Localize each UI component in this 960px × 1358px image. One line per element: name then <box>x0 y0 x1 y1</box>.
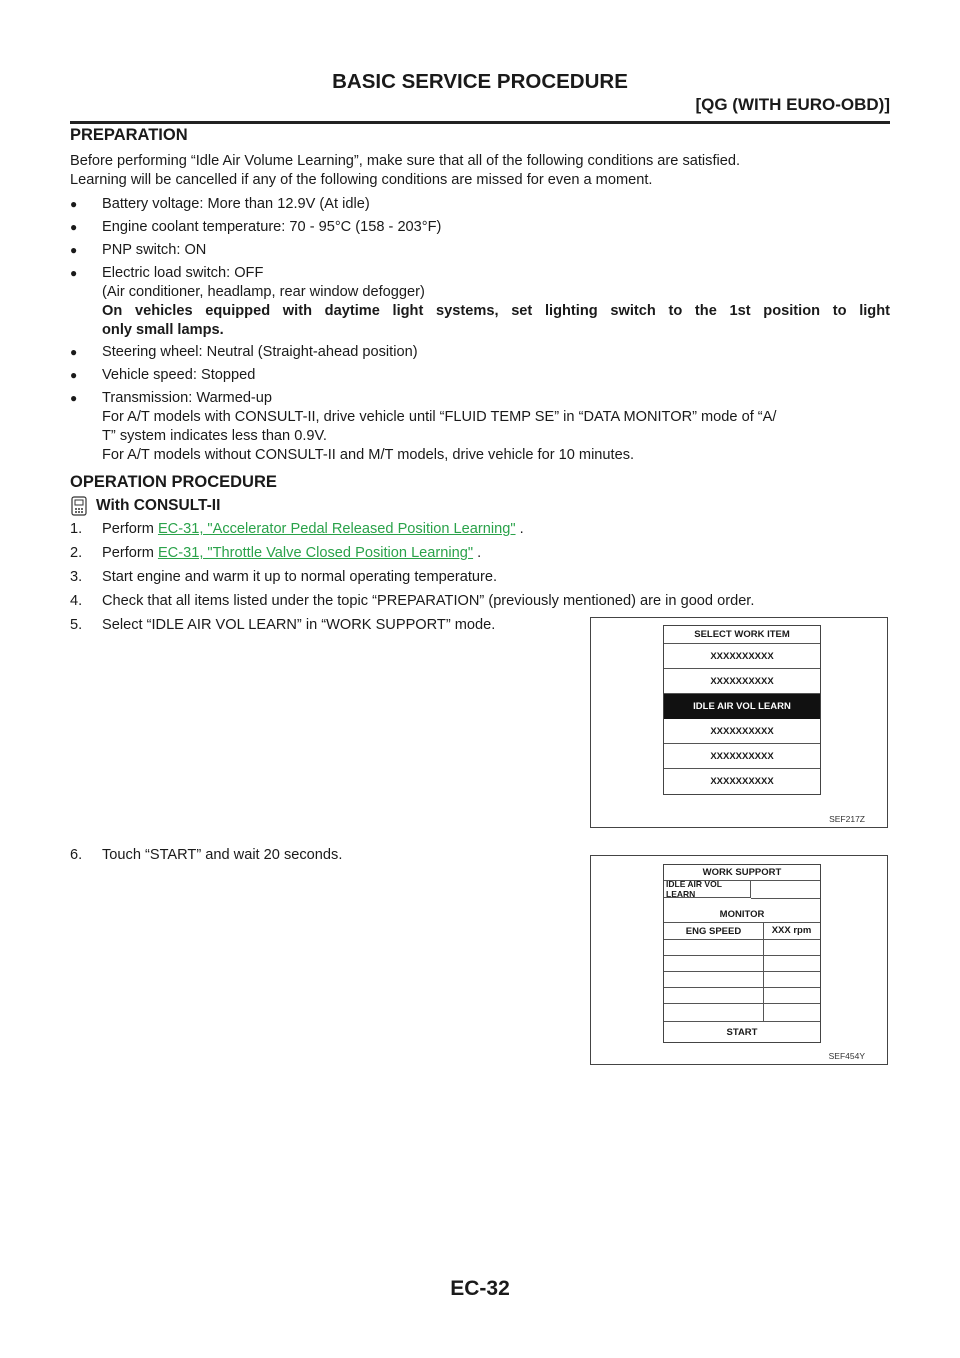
monitor-label: MONITOR <box>719 908 765 920</box>
figure-code: SEF217Z <box>829 814 865 824</box>
accelerator-pedal-learning-link[interactable]: EC-31, "Accelerator Pedal Released Position Learning" <box>157 521 516 537</box>
row-divider <box>751 898 820 899</box>
row-divider <box>664 1003 820 1004</box>
bullet-icon: ● <box>70 345 78 359</box>
preparation-intro-2: Learning will be cancelled if any of the following conditions are missed for even a moment. <box>70 172 653 188</box>
figure-code: SEF454Y <box>828 1051 865 1061</box>
consult-subheading: With CONSULT-II <box>70 496 220 516</box>
header-divider <box>70 121 890 124</box>
bullet-icon: ● <box>70 220 78 234</box>
work-item-label: IDLE AIR VOL LEARN <box>664 881 751 898</box>
page-title: BASIC SERVICE PROCEDURE <box>332 70 628 93</box>
consult-screen <box>663 625 821 795</box>
daytime-light-note: On vehicles equipped with daytime light systems, set lighting switch to the 1st position to light <box>102 303 890 319</box>
work-item: XXXXXXXXXX <box>664 744 820 769</box>
row-divider <box>664 955 820 956</box>
work-item: XXXXXXXXXX <box>664 669 820 694</box>
start-button-label: START <box>726 1026 758 1038</box>
bullet-icon: ● <box>70 368 78 382</box>
work-item-idle-air-vol-learn: IDLE AIR VOL LEARN <box>664 694 820 719</box>
select-work-item-figure <box>590 617 888 828</box>
condition-item: ● Electric load switch: OFF (Air conditioner, headlamp, rear window defogger) On vehicles equipped with daytime light systems, set lighting switch to the 1st position to light only small lamps. <box>70 265 890 338</box>
row-divider <box>664 987 820 988</box>
eng-speed-value: XXX rpm <box>771 924 812 936</box>
preparation-intro-1: Before performing “Idle Air Volume Learning”, make sure that all of the following conditions are satisfied. <box>70 153 741 169</box>
bullet-icon: ● <box>70 391 78 405</box>
bullet-icon: ● <box>70 266 78 280</box>
work-item: XXXXXXXXXX <box>710 776 774 787</box>
row-divider <box>664 939 820 940</box>
screen-header: SELECT WORK ITEM <box>664 626 820 644</box>
throttle-valve-learning-link[interactable]: EC-31, "Throttle Valve Closed Position Learning" <box>157 545 474 561</box>
preparation-heading: PREPARATION <box>70 126 188 144</box>
work-item: XXXXXXXXXX <box>664 719 820 744</box>
operation-heading: OPERATION PROCEDURE <box>70 473 277 491</box>
eng-speed-label: ENG SPEED <box>685 925 742 937</box>
bullet-icon: ● <box>70 197 78 211</box>
condition-item: ● Transmission: Warmed-up For A/T models with CONSULT-II, drive vehicle until “FLUID TEMP SE” in “DATA MONITOR” mode of “A/ T” system indicates less than 0.9V. For A/T models without CONSULT-II and M/T models, drive vehicle for 10 minutes. <box>70 390 777 463</box>
screen-header: WORK SUPPORT <box>664 865 820 881</box>
consult-screen <box>663 864 821 1043</box>
work-support-figure <box>590 855 888 1065</box>
page-subtitle: [QG (WITH EURO-OBD)] <box>695 95 890 114</box>
consult-tool-icon <box>70 496 88 516</box>
daytime-light-note: only small lamps. <box>102 322 224 338</box>
column-divider <box>763 922 764 1022</box>
work-item: XXXXXXXXXX <box>664 644 820 669</box>
bullet-icon: ● <box>70 243 78 257</box>
row-divider <box>664 1021 820 1022</box>
page-number: EC-32 <box>450 1277 510 1300</box>
row-divider <box>664 971 820 972</box>
